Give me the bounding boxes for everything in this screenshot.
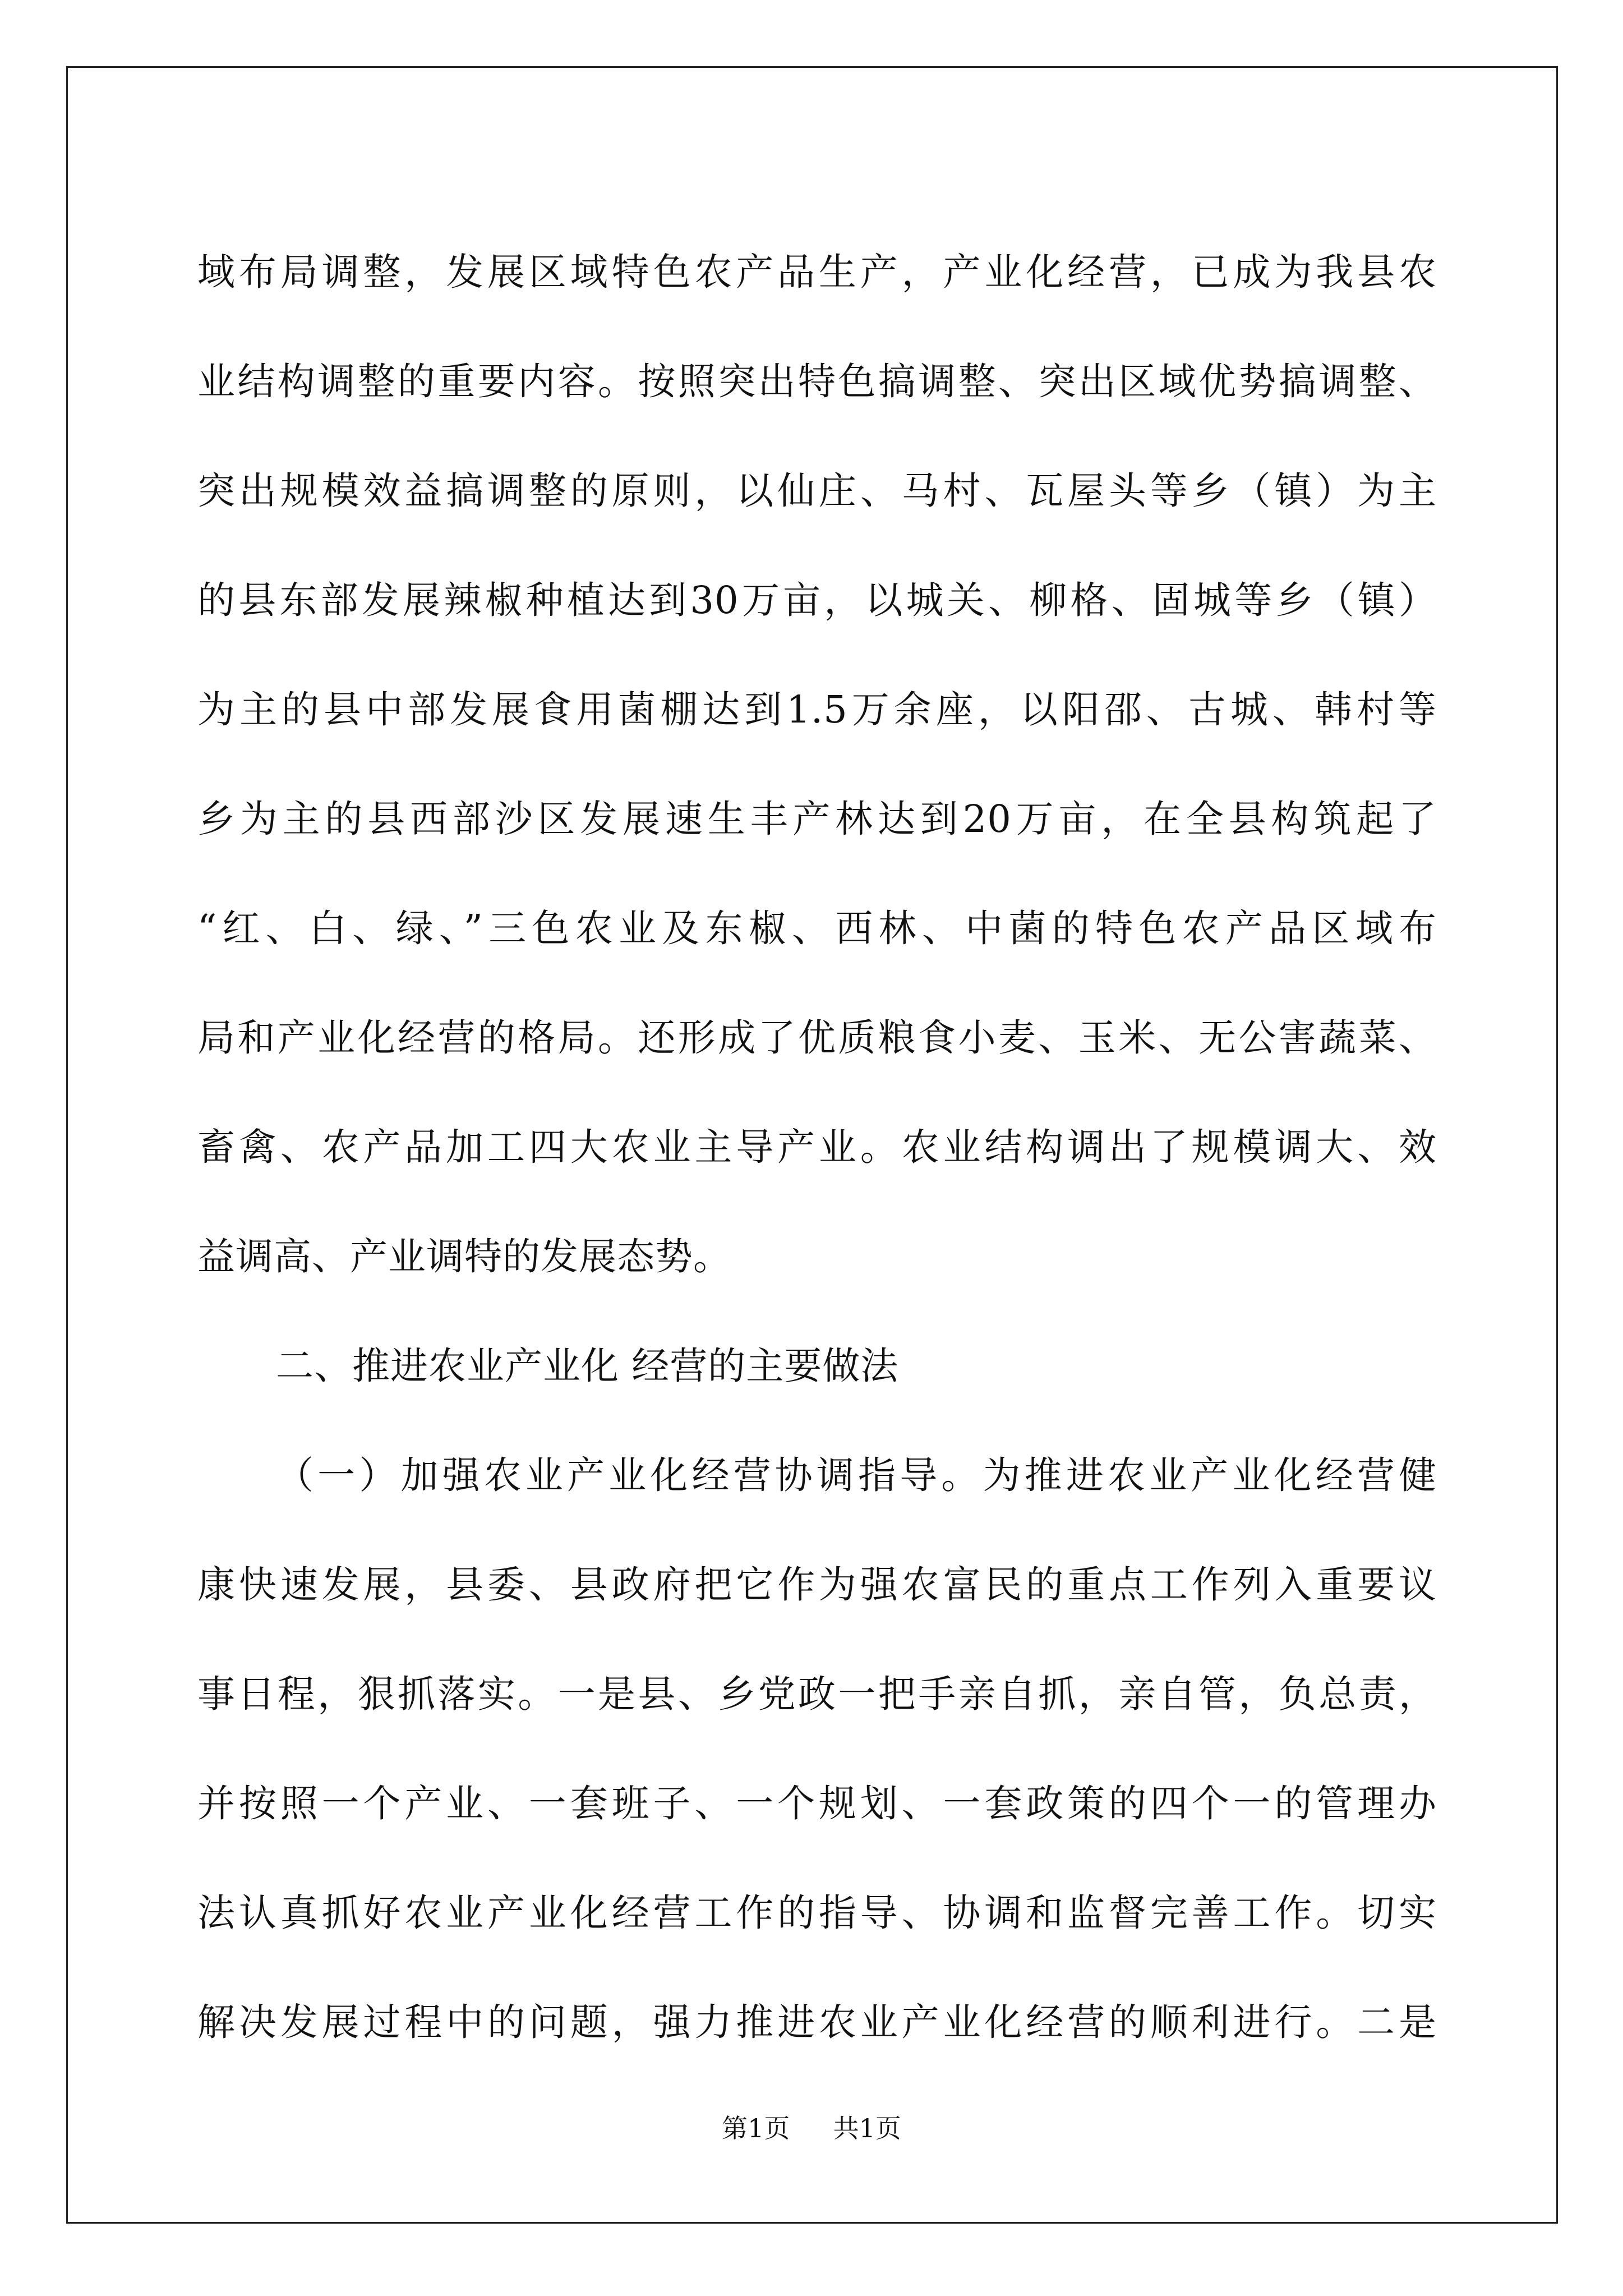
body-line: 突出规模效益搞调整的原则，以仙庄、马村、瓦屋头等乡（镇）为主 — [197, 469, 1437, 513]
body-line: 事日程，狠抓落实。一是县、乡党政一把手亲自抓，亲自管，负总责， — [197, 1672, 1437, 1716]
body-line: （一）加强农业产业化经营协调指导。为推进农业产业化经营健 — [276, 1453, 1437, 1497]
body-line: 域布局调整，发展区域特色农产品生产，产业化经营，已成为我县农 — [197, 250, 1437, 294]
page-total: 共1页 — [833, 2113, 901, 2143]
body-line: 法认真抓好农业产业化经营工作的指导、协调和监督完善工作。切实 — [197, 1891, 1437, 1935]
body-line: 益调高、产业调特的发展态势。 — [197, 1235, 731, 1278]
body-line: “红、白、绿、”三色农业及东椒、西林、中菌的特色农产品区域布 — [197, 907, 1437, 950]
body-line: 畜禽、农产品加工四大农业主导产业。农业结构调出了规模调大、效 — [197, 1125, 1437, 1169]
section-heading: 二、推进农业产业化 经营的主要做法 — [276, 1344, 899, 1388]
body-line: 为主的县中部发展食用菌棚达到1.5万余座，以阳邵、古城、韩村等 — [197, 688, 1437, 731]
page-footer — [0, 2108, 1623, 2145]
body-line: 的县东部发展辣椒种植达到30万亩，以城关、柳格、固城等乡（镇） — [197, 578, 1437, 622]
body-line: 解决发展过程中的问题，强力推进农业产业化经营的顺利进行。二是 — [197, 2000, 1437, 2044]
body-line: 业结构调整的重要内容。按照突出特色搞调整、突出区域优势搞调整、 — [197, 360, 1437, 403]
body-line: 并按照一个产业、一套班子、一个规划、一套政策的四个一的管理办 — [197, 1782, 1437, 1825]
body-line: 局和产业化经营的格局。还形成了优质粮食小麦、玉米、无公害蔬菜、 — [197, 1016, 1437, 1060]
document-body — [197, 218, 1437, 2077]
page-number: 第1页 — [722, 2113, 790, 2143]
body-line: 乡为主的县西部沙区发展速生丰产林达到20万亩，在全县构筑起了 — [197, 797, 1437, 841]
body-line: 康快速发展，县委、县政府把它作为强农富民的重点工作列入重要议 — [197, 1563, 1437, 1607]
